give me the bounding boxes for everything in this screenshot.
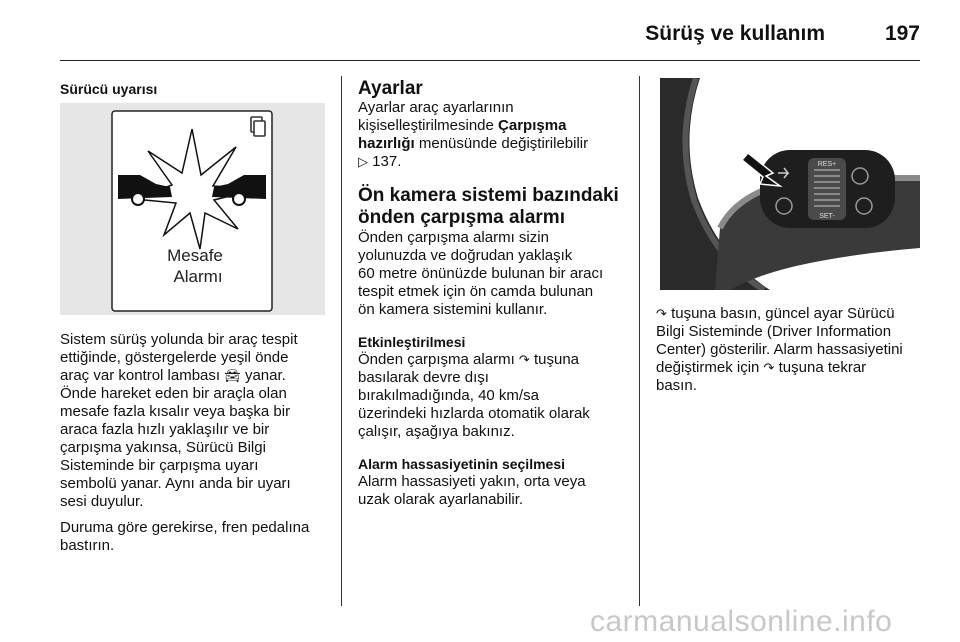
paragraph: Alarm hassasiyeti yakın, orta veya uzak olarak ayarlanabilir. <box>358 473 586 508</box>
column-divider <box>341 76 342 606</box>
watermark: carmanualsonline.info <box>590 605 893 638</box>
cross-reference[interactable]: 137. <box>372 153 402 170</box>
paragraph: Duruma göre gerekirse, fren pedalına bastırın. <box>60 519 310 554</box>
set-label: SET- <box>819 213 835 220</box>
left-column-body <box>60 331 340 565</box>
car-front-icon: 🚘︎ <box>224 368 241 383</box>
collision-alert-button-icon: ↷ <box>763 360 775 375</box>
collision-warning-figure <box>60 103 325 315</box>
collision-alert-button-icon: ↷ <box>656 306 667 321</box>
section-heading: Ayarlar <box>358 78 423 99</box>
section-heading: Ön kamera sistemi bazındaki önden çarpışma alarmı <box>358 185 619 228</box>
chapter-title: Sürüş ve kullanım <box>645 22 825 45</box>
paragraph: Önden çarpışma alarmı sizin yolunuzda ve doğrudan yaklaşık 60 metre önünüzde bulunan bir aracı tespit etmek için ön camda bulunan ön kamera sistemini kullanır. <box>358 229 604 318</box>
res-label: RES+ <box>817 161 837 168</box>
header-rule <box>60 60 920 61</box>
middle-column <box>358 78 634 519</box>
page-number: 197 <box>884 22 920 45</box>
left-column <box>60 80 335 98</box>
subheading: Etkinleştirilmesi <box>358 334 466 350</box>
section-heading: Sürücü uyarısı <box>60 81 158 97</box>
subheading: Alarm hassasiyetinin seçilmesi <box>358 456 565 472</box>
paragraph: Sistem sürüş yolunda bir araç tespit ettiğinde, göstergelerde yeşil önde araç var kontrol lambası 🚘︎ yanar. Önde hareket eden bir araçla olan mesafe fazla kısalır veya başka bir araca fazla hızlı yaklaşılır ve bir çarpışma yakınsa, Sürücü Bilgi Sisteminde bir çarpışma uyarı sembolü yanar. Aynı anda bir uyarı sesi duyulur. <box>60 331 298 510</box>
paragraph: ↷ tuşuna basın, güncel ayar Sürücü Bilgi Sisteminde (Driver Information Center) gösterilir. Alarm hassasiyetini değiştirmek için ↷ tuşuna tekrar basın. <box>656 305 903 394</box>
figure-label-line2: Alarmı <box>173 267 223 286</box>
right-column-body <box>656 305 941 405</box>
steering-wheel-illustration <box>660 78 920 290</box>
collision-alert-button-icon: ↷ <box>518 352 530 367</box>
column-divider <box>639 76 640 606</box>
triangle-arrow-icon[interactable]: ▷ <box>358 154 368 169</box>
paragraph: Ayarlar araç ayarlarının kişiselleştirilmesinde Çarpışma hazırlığı menüsünde değiştirilebilir ▷ 137. <box>358 99 589 170</box>
steering-wheel-figure <box>660 78 920 290</box>
figure-label-line1: Mesafe <box>167 246 223 265</box>
collision-warning-illustration <box>60 103 325 315</box>
paragraph: Önden çarpışma alarmı ↷ tuşuna basılarak devre dışı bırakılmadığında, 40 km/sa üzerindeki hızlarda otomatik olarak çalışır, aşağıya bakınız. <box>358 351 590 440</box>
